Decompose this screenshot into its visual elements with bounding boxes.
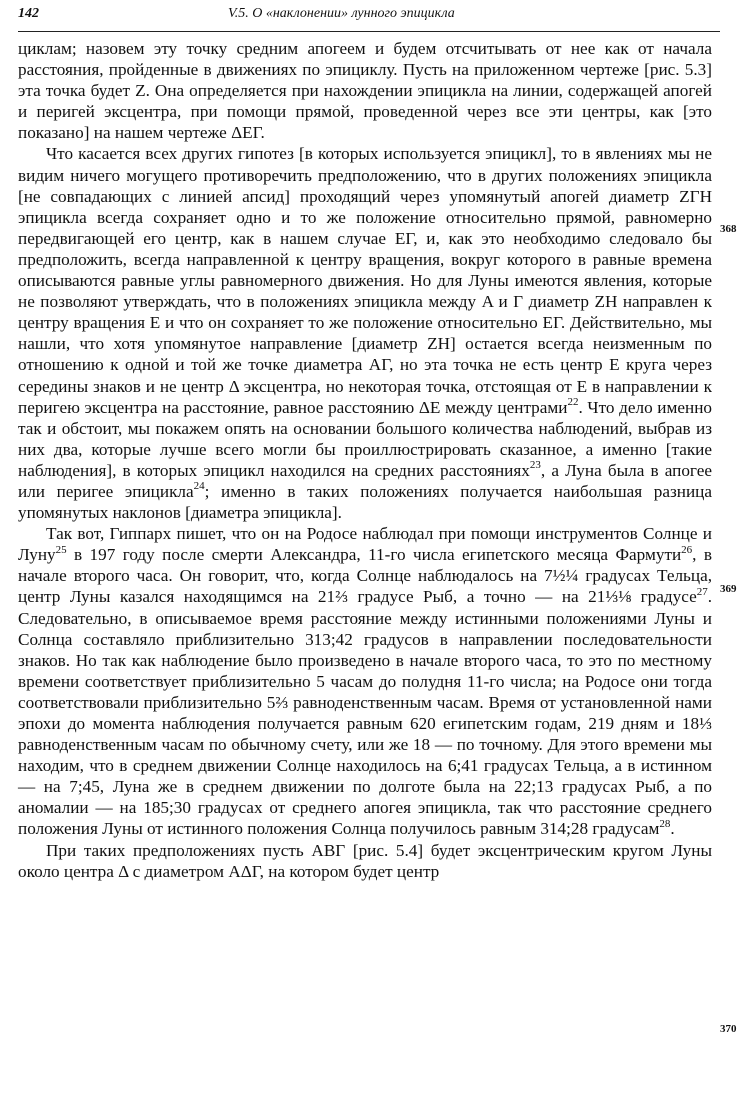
paragraph-3 [18, 523, 712, 839]
header-rule [18, 31, 720, 32]
paragraph-text: При таких предположениях пусть ΑΒΓ [рис. 5.4] будет эксцентрическим кругом Луны около центра Δ с диаметром ΑΔΓ, на котором будет центр [18, 840, 712, 881]
running-title: V.5. О «наклонении» лунного эпицикла [228, 6, 455, 21]
paragraph-text: , а Луна была в апогее или перигее эпицикла [18, 460, 712, 501]
paragraph-text: Что касается всех других гипотез [в которых используется эпицикл], то в явлениях мы не видим ничего могущего противоречить предположению, что в других положениях эпицикла [не совпадающих с линией апсид] проходящий через упомянутый апогей диаметр ΖΓΗ эпицикла всегда сохраняет одно и то же положение относительно прямой, равномерно передвигающей его центр, как в нашем случае ΕΓ, и, как это необходимо следовало бы предположить, всегда направленной к центру вращения, вокруг которого в равные времена описываются равные углы равномерного движения. Но для Луны имеются явления, которые не позволяют утверждать, что в положениях эпицикла между Α и Γ диаметр ΖΗ направлен к центру вращения Ε и что он сохраняет то же положение относительно ΕΓ. Действительно, мы нашли, что хотя упомянутое направление [диаметр ΖΗ] остается всегда неизменным по отношению к одной и той же точке диаметра ΑΓ, но эта точка не есть центр Ε круга через середины знаков и не центр Δ эксцентра, но некоторая точка, отстоящая от Ε в направлении к перигею эксцентра на расстояние, равное расстоянию ΔΕ между центрами [18, 144, 712, 417]
margin-line-number: 370 [720, 1023, 737, 1035]
paragraph-text: Так вот, Гиппарх пишет, что он на Родосе наблюдал при помощи инструментов Солнце и Луну [18, 524, 712, 565]
footnote-ref[interactable]: 22 [567, 395, 579, 408]
paragraph-text: . Следовательно, в описываемое время расстояние между истинными положениями Луны и Солнца составляло приблизительно 313;42 градусов в направлении последовательности знаков. Но так как наблюдение было произведено в начале второго часа, то это по местному времени соответствует приблизительно 5 часам до полудня 11-го числа; на Родосе они тогда соответствовали приблизительно 5⅔ равноденственным часам. Время от установленной нами эпохи до момента наблюдения получается равным 620 египетским годам, 219 дням и 18⅓ равноденственным часам по обычному счету, или же 18 — по точному. Для этого времени мы находим, что в среднем движении Солнце находилось на 6;41 градусах Тельца, а в истинном — на 7;45, Луна же в среднем движении по долготе была на 22;13 градусах Рыб, а по аномалии — на 185;30 градусах от среднего апогея эпицикла, так что расстояние среднего положения Луны от истинного положения Солнца получилось равным 314;28 градусам [18, 587, 712, 839]
paragraph-4 [18, 840, 712, 882]
margin-line-number: 369 [720, 583, 737, 595]
paragraph-text: . Что дело именно так и обстоит, мы покажем опять на основании большого количества наблюдений, выбрав из них два, которые лучше всего могли бы проиллюстрировать сказанное, а именно [такие наблюдения], в которых эпицикл находился на средних расстояниях [18, 397, 712, 480]
paragraph-text: , в начале второго часа. Он говорит, что, когда Солнце наблюдалось на 7½¼ градусах Тельца, центр Луны казался находящимся на 21⅔ градусе Рыб, а точно — на 21⅓⅛ градусе [18, 545, 712, 607]
running-header [18, 6, 718, 30]
footnote-ref[interactable]: 26 [681, 543, 693, 556]
page-number: 142 [18, 6, 39, 21]
footnote-ref[interactable]: 27 [696, 585, 708, 598]
paragraph-text: в 197 году после смерти Александра, 11-го числа египетского месяца Фармути [66, 545, 682, 565]
text-body [18, 38, 712, 882]
paragraph-2 [18, 143, 712, 523]
paragraph-1 [18, 38, 712, 143]
paragraph-text: циклам; назовем эту точку средним апогеем и будем отсчитывать от нее как от начала расстояния, пройденные в движениях по эпициклу. Пусть на приложенном чертеже [рис. 5.3] эта точка будет Ζ. Она определяется при нахождении эпицикла на линии, содержащей апогей и перигей эксцентра, при помощи прямой, проведенной через все эти центры, как [это показано] на нашем чертеже ΔΕΓ. [18, 39, 712, 143]
paragraph-text: ; именно в таких положениях получается наибольшая разница упомянутых наклонов [диаметра эпицикла]. [18, 481, 712, 523]
footnote-ref[interactable]: 24 [193, 480, 205, 493]
paragraph-text: . [670, 819, 675, 839]
footnote-ref[interactable]: 23 [529, 459, 541, 472]
footnote-ref[interactable]: 25 [55, 543, 67, 556]
footnote-ref[interactable]: 28 [659, 817, 671, 830]
margin-line-number: 368 [720, 223, 737, 235]
